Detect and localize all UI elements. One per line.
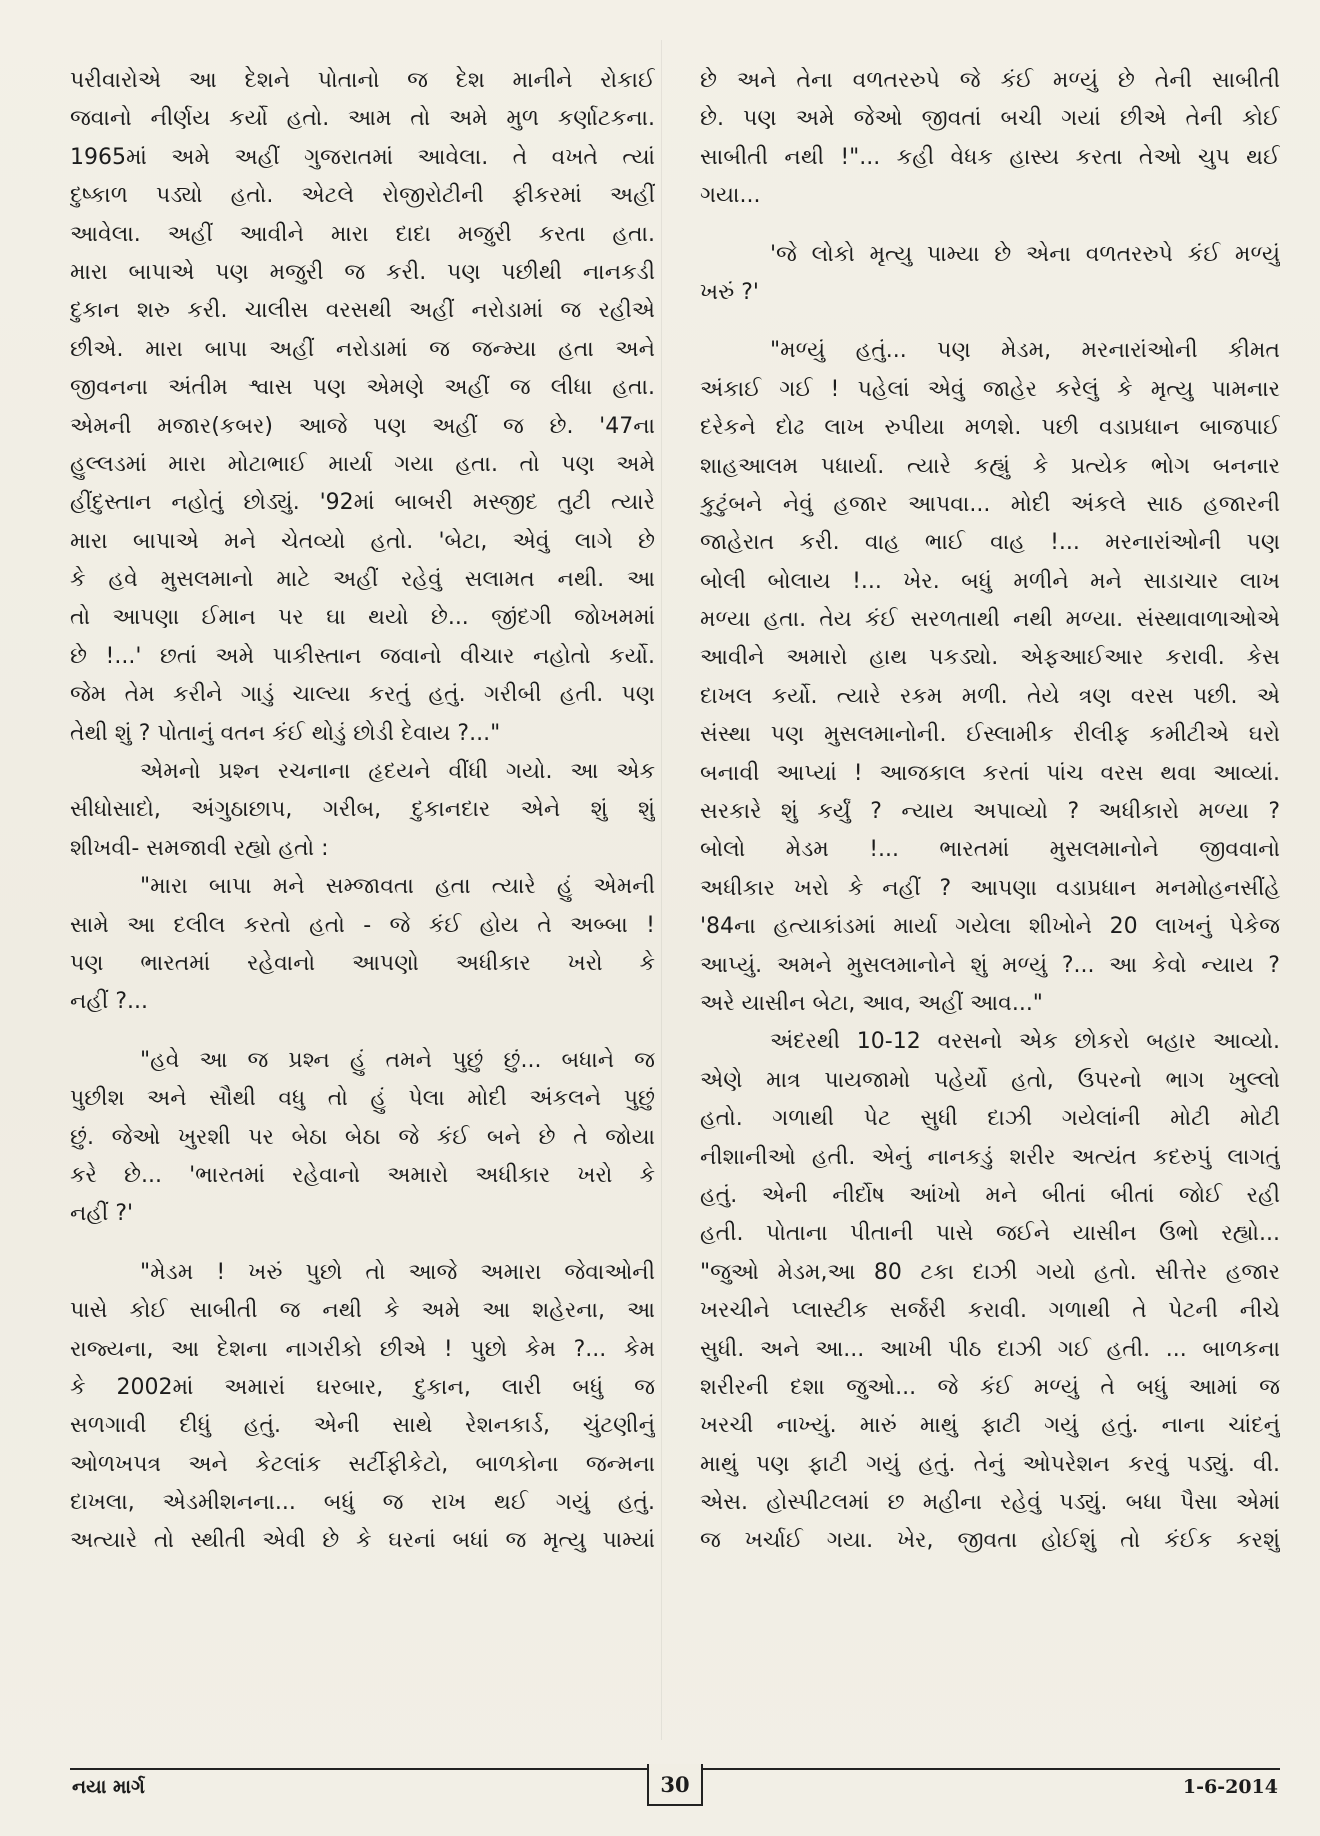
text-line: બનાવી આપ્યાં ! આજકાલ કરતાં પાંચ વરસ થવા આવ્યાં.	[700, 760, 1280, 786]
text-line: "મેડમ ! ખરું પુછો તો આજે અમારા જેવાઓની	[140, 1259, 655, 1285]
text-line: અરે યાસીન બેટા, આવ, અહીં આવ..."	[700, 990, 1043, 1016]
text-line: બોલો મેડમ !... ભારતમાં મુસલમાનોને જીવવાનો	[700, 837, 1280, 863]
text-line: સંસ્થા પણ મુસલમાનોની. ઈસ્લામીક રીલીફ કમીટીએ ઘરો	[700, 722, 1280, 748]
text-line: છું. જેઓ ખુરશી પર બેઠા બેઠા જે કંઈ બને છે તે જોયા	[70, 1124, 655, 1150]
text-line: પુછીશ અને સૌથી વધુ તો હું પેલા મોદી અંકલને પુછું	[70, 1086, 655, 1112]
text-line: અત્યારે તો સ્થીતી એવી છે કે ઘરનાં બધાં જ મૃત્યુ પામ્યાં	[70, 1528, 655, 1554]
text-line: બોલી બોલાય !... ખેર. બધું મળીને મને સાડાચાર લાખ	[700, 568, 1280, 594]
text-line: "જુઓ મેડમ,આ 80 ટકા દાઝી ગયો હતો. સીત્તેર હજાર	[700, 1259, 1280, 1285]
text-line: રાજ્યના, આ દેશના નાગરીકો છીએ ! પુછો કેમ ?... કેમ	[70, 1336, 655, 1362]
text-line: જાહેરાત કરી. વાહ ભાઈ વાહ !... મરનારાંઓની પણ	[700, 530, 1280, 556]
text-line: આવીને અમારો હાથ પકડ્યો. એફઆઈઆર કરાવી. કેસ	[700, 645, 1280, 671]
text-line: હતો. ગળાથી પેટ સુધી દાઝી ગયેલાંની મોટી મોટી	[700, 1106, 1280, 1132]
left-text-column	[70, 62, 655, 1561]
column-gutter	[661, 40, 662, 1740]
text-line: કુટુંબને નેવું હજાર આપવા... મોદી અંકલે સાઠ હજારની	[700, 491, 1280, 517]
text-line: જ ખર્ચાઈ ગયા. ખેર, જીવતા હોઈશું તો કંઈક કરશું	[700, 1528, 1280, 1554]
text-line: સુધી. અને આ... આખી પીઠ દાઝી ગઈ હતી. ... બાળકના	[700, 1336, 1280, 1362]
text-line: પાસે કોઈ સાબીતી જ નથી કે અમે આ શહેરના, આ	[70, 1298, 655, 1324]
issue-date: 1-6-2014	[1182, 1776, 1278, 1798]
text-line: દુકાન શરુ કરી. ચાલીસ વરસથી અહીં નરોડામાં જ રહીએ	[70, 298, 655, 324]
text-line: સરકારે શું કર્યું ? ન્યાય અપાવ્યો ? અધીકારો મળ્યા ?	[700, 799, 1280, 825]
text-line: જીવનના અંતીમ શ્વાસ પણ એમણે અહીં જ લીધા હતા.	[70, 375, 655, 401]
text-line: છીએ. મારા બાપા અહીં નરોડામાં જ જન્મ્યા હતા અને	[70, 336, 655, 362]
text-line: "હવે આ જ પ્રશ્ન હું તમને પુછું છું... બધાને જ	[140, 1047, 655, 1073]
text-line: મારા બાપાએ પણ મજુરી જ કરી. પણ પછીથી નાનકડી	[70, 259, 655, 285]
text-line: સીધોસાદો, અંગુઠાછાપ, ગરીબ, દુકાનદાર એને શું શું	[70, 797, 655, 823]
text-line: હુલ્લડમાં મારા મોટાભાઈ માર્યા ગયા હતા. તો પણ અમે	[70, 451, 655, 477]
text-line: હીંદુસ્તાન નહોતું છોડ્યું. '92માં બાબરી મસ્જીદ તુટી ત્યારે	[70, 490, 655, 516]
text-line: છે !...' છતાં અમે પાકીસ્તાન જવાનો વીચાર નહોતો કર્યો.	[70, 643, 655, 669]
text-line: મારા બાપાએ મને ચેતવ્યો હતો. 'બેટા, એવું લાગે છે	[70, 528, 655, 554]
text-line: "મળ્યું હતું... પણ મેડમ, મરનારાંઓની કીમત	[770, 338, 1280, 364]
text-line: "મારા બાપા મને સમ્જાવતા હતા ત્યારે હું એમની	[140, 874, 655, 900]
text-line: નહીં ?...	[70, 989, 148, 1015]
text-line: માથું પણ ફાટી ગયું હતું. તેનું ઓપરેશન કરવું પડ્યું. વી.	[700, 1451, 1280, 1477]
text-line: એમનો પ્રશ્ન રચનાના હૃદયને વીંધી ગયો. આ એક	[140, 759, 655, 785]
text-line: ગયા...	[700, 183, 761, 209]
text-line: '84ના હત્યાકાંડમાં માર્યા ગયેલા શીખોને 20 લાખનું પેકેજ	[700, 914, 1280, 940]
text-line: દાખલ કર્યો. ત્યારે રકમ મળી. તેયે ત્રણ વરસ પછી. એ	[700, 683, 1280, 709]
text-line: સાબીતી નથી !"... કહી વેધક હાસ્ય કરતા તેઓ ચુપ થઈ	[700, 144, 1280, 170]
text-line: દાખલા, એડમીશનના... બધું જ રાખ થઈ ગયું હતું.	[70, 1490, 655, 1516]
text-line: નીશાનીઓ હતી. એનું નાનકડું શરીર અત્યંત કદરુપું લાગતું	[700, 1144, 1280, 1170]
text-line: એણે માત્ર પાયજામો પહેર્યો હતો, ઉપરનો ભાગ ખુલ્લો	[700, 1067, 1280, 1093]
page-number: 30	[647, 1764, 703, 1806]
text-line: પરીવારોએ આ દેશને પોતાનો જ દેશ માનીને રોકાઈ	[70, 68, 655, 93]
text-line: અધીકાર ખરો કે નહીં ? આપણા વડાપ્રધાન મનમોહનસીંહે	[700, 875, 1280, 901]
text-line: નહીં ?'	[70, 1201, 134, 1227]
text-line: મળ્યા હતા. તેય કંઈ સરળતાથી નથી મળ્યા. સંસ્થાવાળાઓએ	[700, 607, 1280, 633]
text-line: કે 2002માં અમારાં ઘરબાર, દુકાન, લારી બધું જ	[70, 1374, 655, 1400]
text-line: પણ ભારતમાં રહેવાનો આપણો અધીકાર ખરો કે	[70, 950, 655, 976]
right-text-column	[700, 62, 1280, 1561]
text-line: કે હવે મુસલમાનો માટે અહીં રહેવું સલામત નથી. આ	[70, 567, 655, 593]
text-line: હતી. પોતાના પીતાની પાસે જઈને યાસીન ઉભો રહ્યો...	[700, 1221, 1280, 1247]
text-line: દરેકને દોઢ લાખ રુપીયા મળશે. પછી વડાપ્રધાન બાજપાઈ	[700, 415, 1280, 441]
text-line: જેમ તેમ કરીને ગાડું ચાલ્યા કરતું હતું. ગરીબી હતી. પણ	[70, 682, 655, 708]
text-line: કરે છે... 'ભારતમાં રહેવાનો અમારો અધીકાર ખરો કે	[70, 1162, 655, 1188]
text-line: ખરચી નાખ્યું. મારું માથું ફાટી ગયું હતું. નાના ચાંદનું	[700, 1413, 1280, 1439]
text-line: એસ. હોસ્પીટલમાં છ મહીના રહેવું પડ્યું. બધા પૈસા એમાં	[700, 1490, 1280, 1516]
text-line: અંદરથી 10-12 વરસનો એક છોકરો બહાર આવ્યો.	[770, 1029, 1280, 1055]
text-line: તો આપણા ઈમાન પર ઘા થયો છે... જીંદગી જોખમમાં	[70, 605, 655, 631]
text-line: સામે આ દલીલ કરતો હતો - જે કંઈ હોય તે અબ્બા !	[70, 912, 655, 938]
magazine-name: નયા માર્ગ	[72, 1776, 145, 1798]
text-line: શાહઆલમ પધાર્યા. ત્યારે કહ્યું કે પ્રત્યેક ભોગ બનનાર	[700, 453, 1280, 479]
text-line: છે. પણ અમે જેઓ જીવતાં બચી ગયાં છીએ તેની કોઈ	[700, 106, 1280, 132]
text-line: છે અને તેના વળતરરુપે જે કંઈ મળ્યું છે તેની સાબીતી	[700, 68, 1280, 93]
text-line: દુષ્કાળ પડ્યો હતો. એટલે રોજીરોટીની ફીકરમાં અહીં	[70, 183, 655, 209]
text-line: આવેલા. અહીં આવીને મારા દાદા મજુરી કરતા હતા.	[70, 221, 655, 247]
text-line: શીખવી- સમજાવી રહ્યો હતો :	[70, 835, 329, 861]
text-line: તેથી શું ? પોતાનું વતન કંઈ થોડું છોડી દેવાય ?..."	[70, 720, 501, 746]
text-line: ઓળખપત્ર અને કેટલાંક સર્ટીફીકેટો, બાળકોના જન્મના	[70, 1451, 655, 1477]
text-line: 1965માં અમે અહીં ગુજરાતમાં આવેલા. તે વખતે ત્યાં	[70, 144, 655, 170]
text-line: ખરચીને પ્લાસ્ટીક સર્જરી કરાવી. ગળાથી તે પેટની નીચે	[700, 1298, 1280, 1324]
text-line: 'જે લોકો મૃત્યુ પામ્યા છે એના વળતરરુપે કંઈ મળ્યું	[770, 241, 1280, 267]
text-line: શરીરની દશા જુઓ... જે કંઈ મળ્યું તે બધું આમાં જ	[700, 1374, 1280, 1400]
text-line: આપ્યું. અમને મુસલમાનોને શું મળ્યું ?... આ કેવો ન્યાય ?	[700, 952, 1280, 978]
text-line: હતું. એની નીર્દોષ આંખો મને બીતાં બીતાં જોઈ રહી	[700, 1182, 1280, 1208]
text-line: ખરું ?'	[700, 279, 759, 305]
text-line: સળગાવી દીધું હતું. એની સાથે રેશનકાર્ડ, ચુંટણીનું	[70, 1413, 655, 1439]
text-line: જવાનો નીર્ણય કર્યો હતો. આમ તો અમે મુળ કર્ણાટકના.	[70, 106, 655, 132]
text-line: એમની મજાર(કબર) આજે પણ અહીં જ છે. '47ના	[70, 413, 655, 439]
text-line: અંકાઈ ગઈ ! પહેલાં એવું જાહેર કરેલું કે મૃત્યુ પામનાર	[700, 376, 1280, 402]
